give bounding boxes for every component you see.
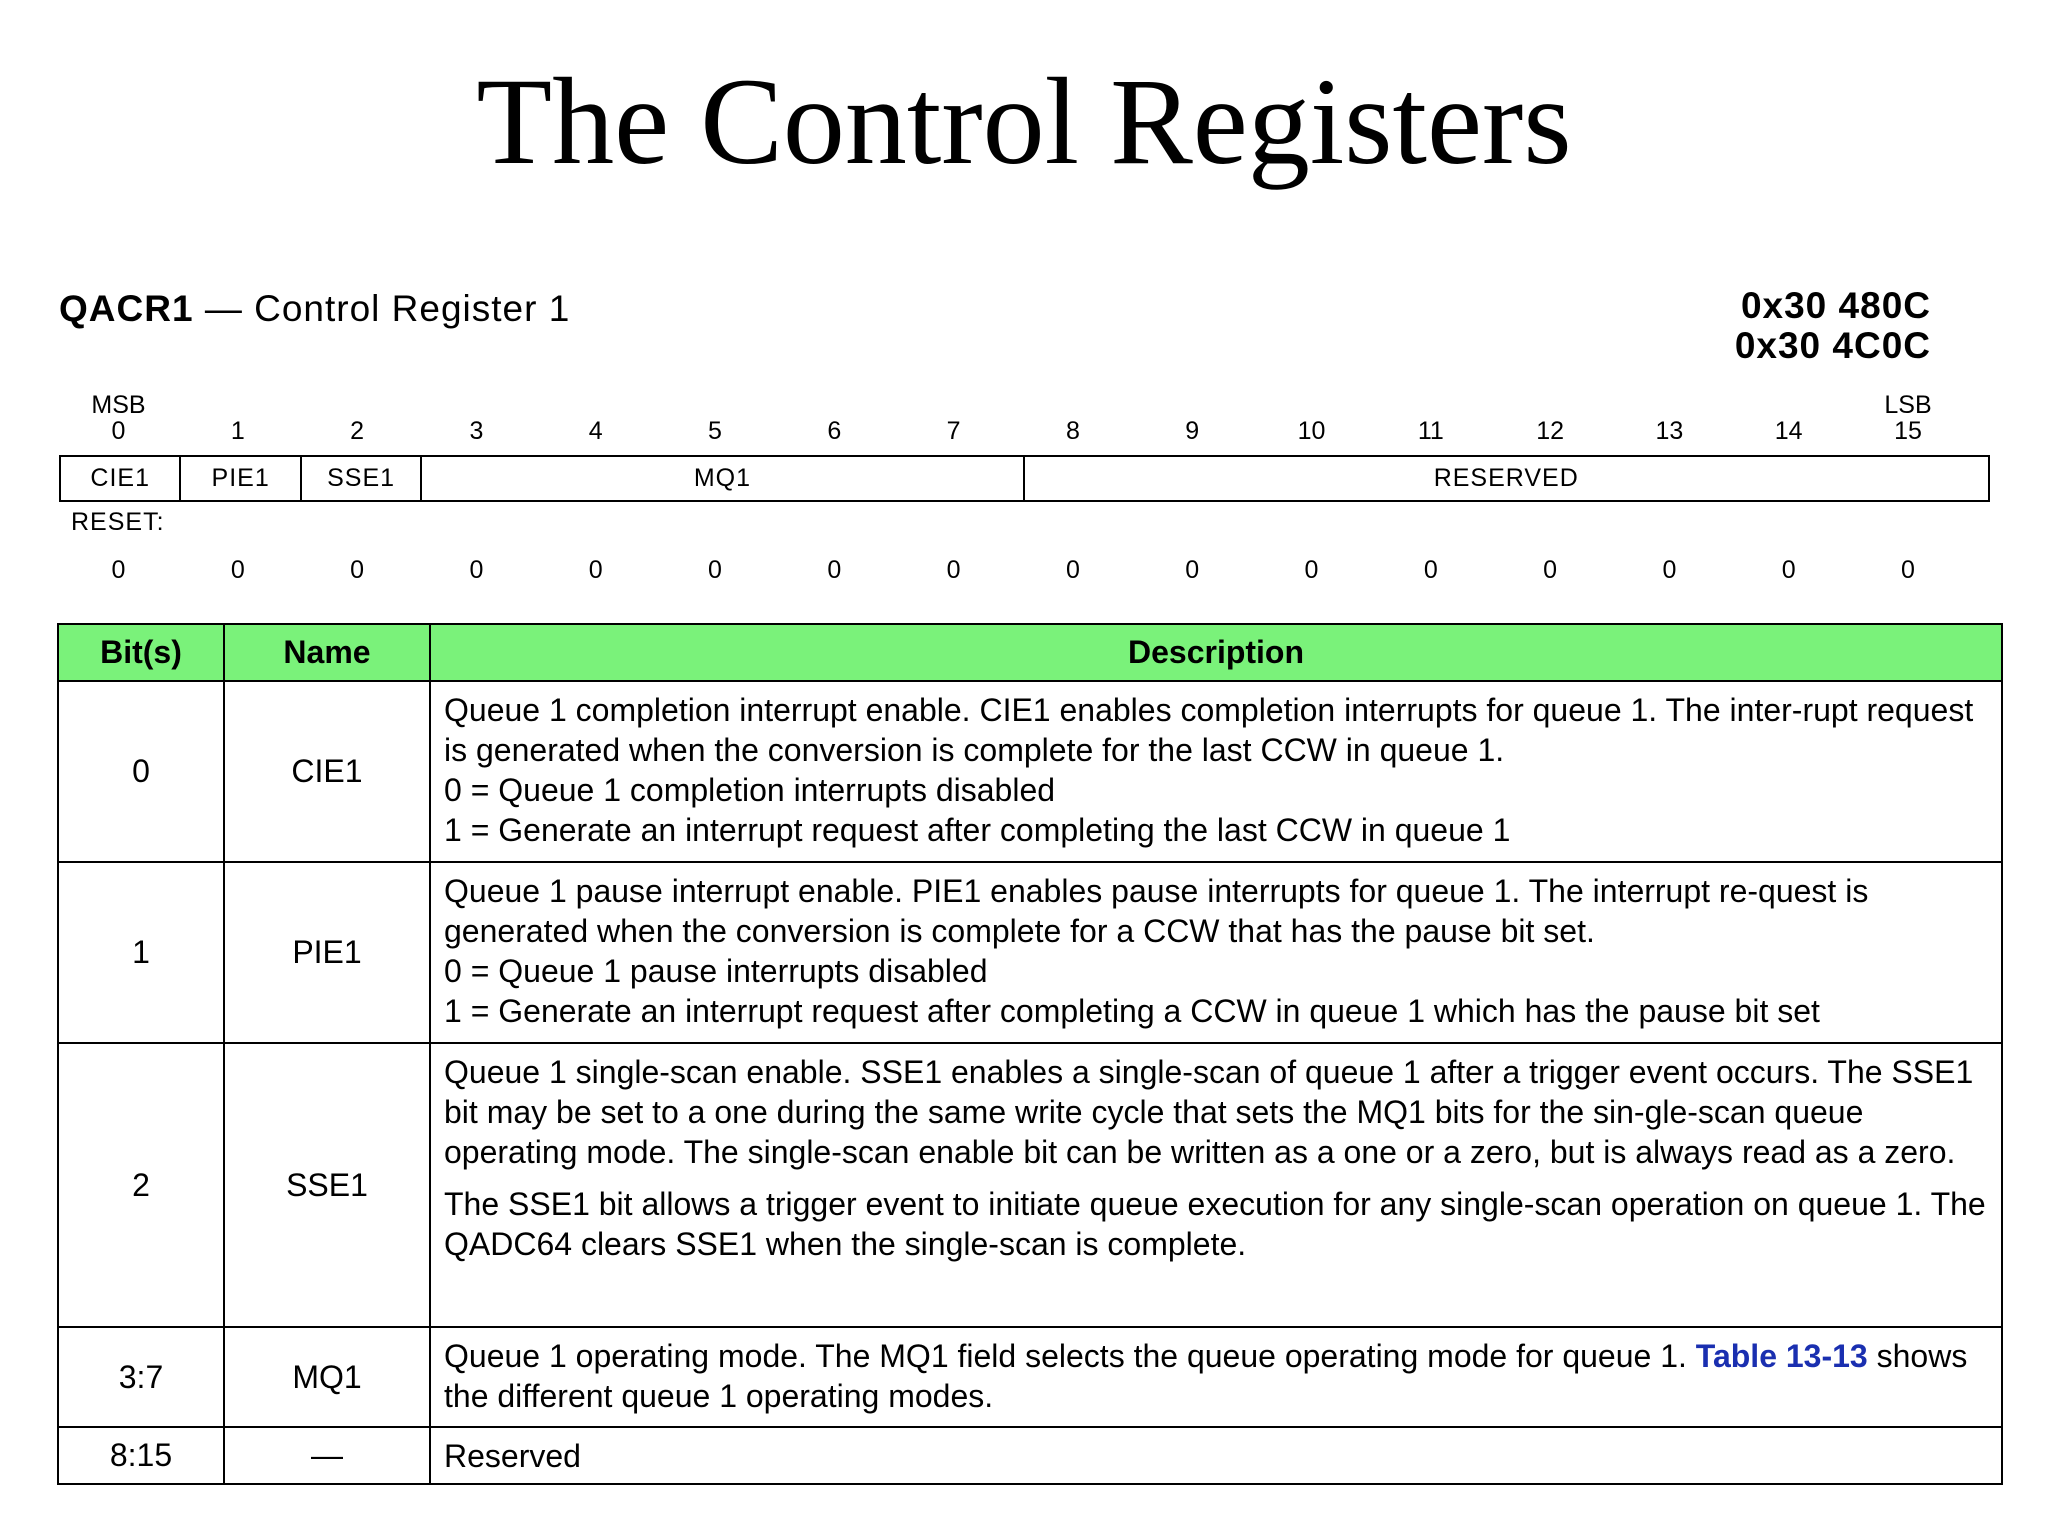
row-bits: 1	[58, 862, 224, 1043]
bit-number-top: MSB	[91, 391, 146, 419]
description-text-before-link: Queue 1 operating mode. The MQ1 field selects the queue operating mode for queue 1.	[444, 1338, 1687, 1374]
reset-value: 0	[1543, 556, 1558, 584]
table-13-13-link[interactable]: Table 13-13	[1695, 1338, 1868, 1374]
row-bits: 3:7	[58, 1327, 224, 1427]
register-address: 0x30 4C0C	[1734, 325, 1931, 366]
row-name: —	[224, 1427, 430, 1484]
reset-value: 0	[1185, 556, 1200, 584]
bit-number-top	[1610, 392, 1729, 418]
table-row	[58, 1043, 2002, 1327]
row-bits: 0	[58, 681, 224, 862]
bit-number-top	[1371, 392, 1490, 418]
bit-number	[894, 392, 1013, 444]
bit-number-value: 3	[469, 417, 484, 445]
register-field: CIE1	[61, 457, 181, 500]
reset-label: RESET:	[71, 508, 165, 536]
bit-number-value: 2	[350, 417, 365, 445]
bit-number	[1610, 392, 1729, 444]
reset-value: 0	[1662, 556, 1677, 584]
table-header-row	[58, 624, 2002, 681]
bit-number-value: 5	[708, 417, 722, 445]
slide-title: The Control Registers	[476, 53, 1572, 190]
bit-number	[536, 392, 655, 444]
bit-number-top	[894, 392, 1013, 418]
bit-number	[178, 392, 297, 444]
bit-number-top	[1133, 392, 1252, 418]
bit-number-top	[1491, 392, 1610, 418]
row-name: PIE1	[224, 862, 430, 1043]
reset-value: 0	[469, 556, 484, 584]
reset-value: 0	[588, 556, 603, 584]
description-text	[444, 1336, 1989, 1416]
row-bits: 8:15	[58, 1427, 224, 1484]
bit-number-top	[1252, 392, 1371, 418]
row-description	[430, 1427, 2002, 1484]
bit-number	[1729, 392, 1848, 444]
bit-number-top	[417, 392, 536, 418]
register-field: PIE1	[181, 457, 301, 500]
bit-number-top	[536, 392, 655, 418]
description-option: 1 = Generate an interrupt request after completing the last CCW in queue 1	[444, 812, 1511, 848]
bit-number-value: 13	[1655, 417, 1684, 445]
bit-number	[59, 392, 178, 444]
bit-number-row	[59, 392, 1990, 444]
reset-value: 0	[1781, 556, 1796, 584]
description-text: Queue 1 single-scan enable. SSE1 enables a single-scan of queue 1 after a trigger event occurs. The SSE1 bit may be set to a one during the same write cycle that sets the MQ1 bits for the sin-gle-scan queue operating mode. The single-scan enable bit can be written as a one or a zero, but is always read as a zero.	[444, 1054, 1974, 1170]
table-row	[58, 1327, 2002, 1427]
row-name: SSE1	[224, 1043, 430, 1327]
row-name: MQ1	[224, 1327, 430, 1427]
bit-number-top	[178, 392, 297, 418]
bit-number-top	[1013, 392, 1132, 418]
row-description	[430, 1043, 2002, 1327]
description-text: Queue 1 completion interrupt enable. CIE1 enables completion interrupts for queue 1. The inter-rupt request is generated when the conversion is complete for the last CCW in queue 1.	[444, 692, 1974, 768]
column-header-bits: Bit(s)	[58, 624, 224, 681]
row-description	[430, 862, 2002, 1043]
bit-number	[1252, 392, 1371, 444]
bit-number-value: 4	[588, 417, 603, 445]
bit-number-top	[1729, 392, 1848, 418]
register-field-row	[59, 455, 1990, 502]
column-header-description: Description	[430, 624, 2002, 681]
description-option: 0 = Queue 1 pause interrupts disabled	[444, 953, 988, 989]
row-description	[430, 1327, 2002, 1427]
reset-value: 0	[946, 556, 961, 584]
reset-value: 0	[708, 556, 722, 584]
reset-value: 0	[230, 556, 245, 584]
table-row	[58, 681, 2002, 862]
reset-value: 0	[827, 556, 842, 584]
description-text: Reserved	[444, 1437, 581, 1474]
bit-number-value: 11	[1417, 417, 1444, 445]
register-field: SSE1	[302, 457, 422, 500]
bit-number-value: 10	[1297, 417, 1326, 445]
register-addresses	[1531, 286, 1931, 366]
bit-number	[1849, 392, 1968, 444]
reset-value: 0	[1423, 556, 1438, 584]
register-separator: —	[204, 288, 243, 329]
bit-number	[775, 392, 894, 444]
table-row	[58, 1427, 2002, 1484]
bit-number-value: 8	[1065, 417, 1080, 445]
bit-number-top	[775, 392, 894, 418]
register-field: RESERVED	[1433, 464, 1579, 492]
register-name: QACR1	[59, 288, 194, 329]
bit-number-value: 12	[1536, 417, 1564, 445]
bit-number-top	[656, 392, 775, 418]
bit-number	[417, 392, 536, 444]
bit-number-value: 0	[111, 417, 126, 445]
bit-number	[298, 392, 417, 444]
bit-number	[1371, 392, 1490, 444]
reset-value: 0	[350, 556, 365, 584]
bit-number-top: LSB	[1884, 391, 1932, 419]
bit-description-table	[57, 623, 2003, 1485]
register-full-name: Control Register 1	[254, 288, 571, 329]
reset-value: 0	[111, 556, 126, 584]
description-option: 1 = Generate an interrupt request after completing a CCW in queue 1 which has the pause bit set	[444, 993, 1820, 1029]
row-bits: 2	[58, 1043, 224, 1327]
table-row	[58, 862, 2002, 1043]
bit-number-value: 7	[946, 417, 961, 445]
reset-value: 0	[1304, 556, 1319, 584]
register-field: MQ1	[422, 457, 1024, 500]
reset-value: 0	[1065, 556, 1080, 584]
description-text: Queue 1 pause interrupt enable. PIE1 enables pause interrupts for queue 1. The interrupt re-quest is generated when the conversion is complete for a CCW that has the pause bit set.	[444, 873, 1869, 949]
column-header-name: Name	[224, 624, 430, 681]
bit-number	[1133, 392, 1252, 444]
bit-number-value: 1	[230, 417, 245, 445]
register-address: 0x30 480C	[1740, 285, 1931, 326]
bit-number-value: 9	[1185, 417, 1200, 445]
bit-number	[1491, 392, 1610, 444]
reset-value-row	[59, 556, 1990, 586]
bit-number	[1013, 392, 1132, 444]
bit-number-value: 14	[1774, 417, 1803, 445]
reset-value: 0	[1901, 556, 1915, 584]
bit-number-value: 15	[1894, 417, 1922, 445]
row-description	[430, 681, 2002, 862]
description-option: 0 = Queue 1 completion interrupts disabled	[444, 772, 1056, 808]
description-text-after-link: shows the different queue 1 operating modes.	[444, 1338, 1968, 1414]
row-name: CIE1	[224, 681, 430, 862]
bit-number-value: 6	[827, 417, 842, 445]
bit-number-top	[298, 392, 417, 418]
description-text: The SSE1 bit allows a trigger event to initiate queue execution for any single-scan operation on queue 1. The QADC64 clears SSE1 when the single-scan is complete.	[444, 1186, 1986, 1262]
register-title	[59, 288, 570, 330]
bit-number	[656, 392, 775, 444]
